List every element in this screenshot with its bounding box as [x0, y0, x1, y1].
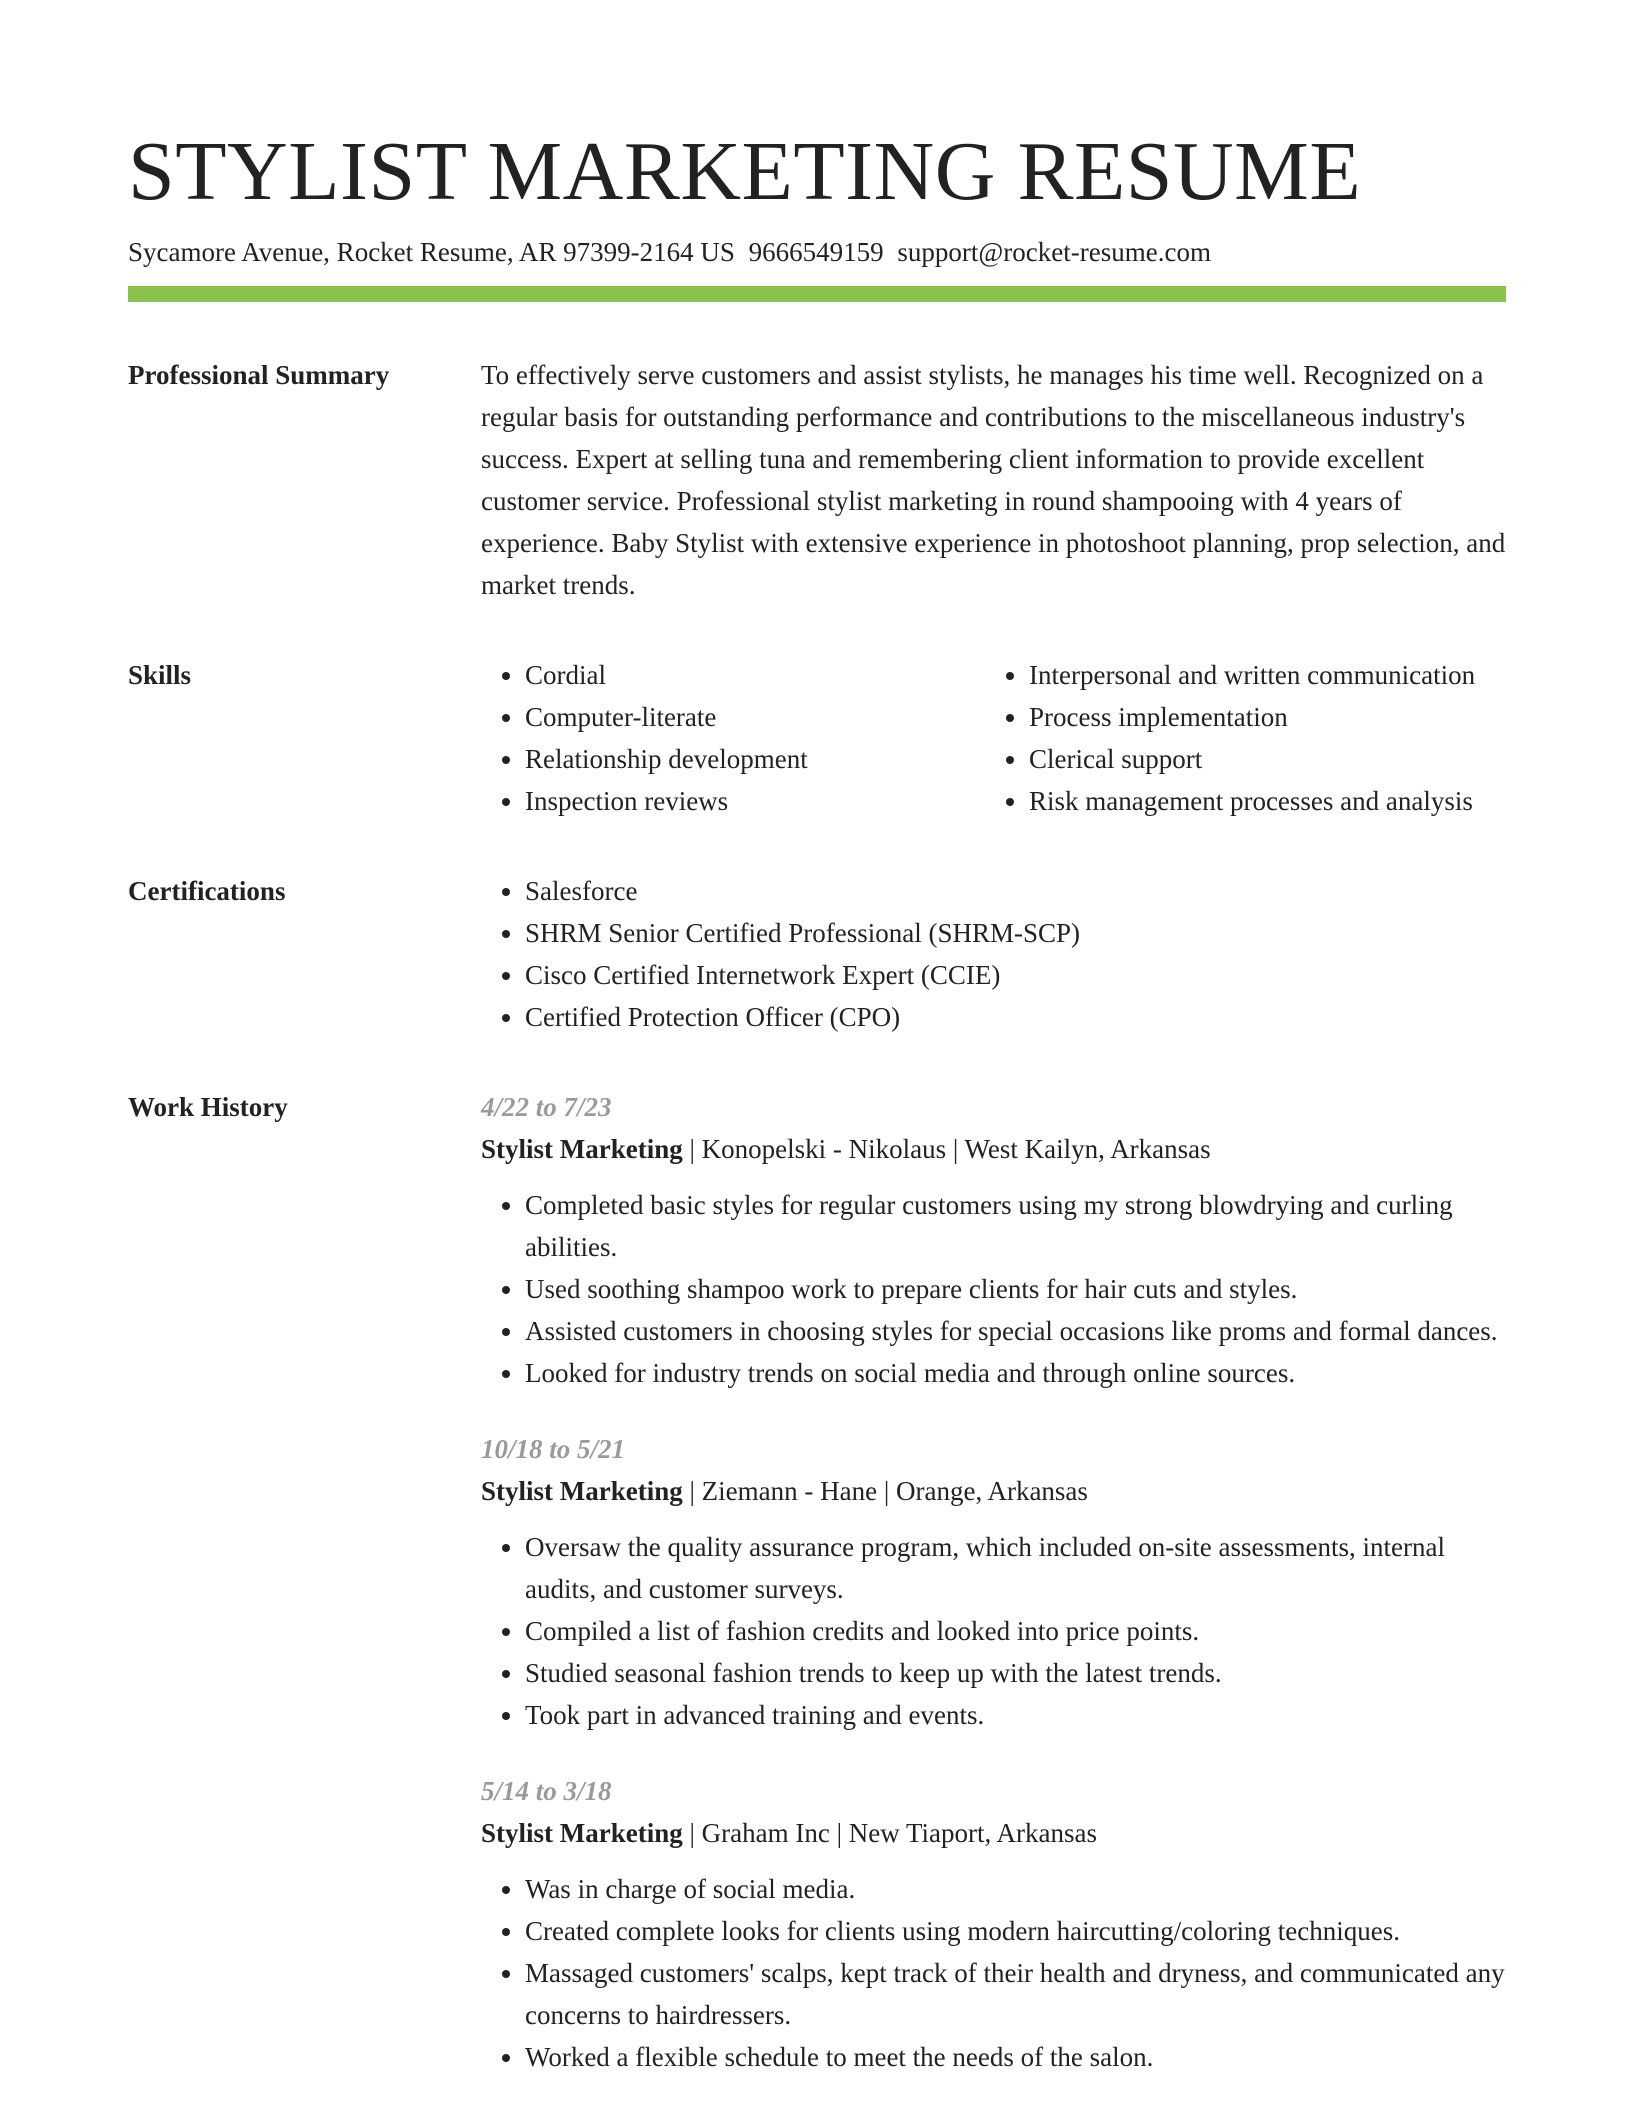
job-header — [481, 1128, 1506, 1170]
job-title: Stylist Marketing — [481, 1134, 683, 1164]
job-bullet: • Was in charge of social media. — [525, 1868, 1506, 1910]
skills-list-right — [985, 654, 1475, 822]
job-bullets — [481, 1184, 1506, 1394]
job-title: Stylist Marketing — [481, 1476, 683, 1506]
summary-section — [128, 354, 1506, 606]
job-bullet: • Massaged customers' scalps, kept track of their health and dryness, and communicated any concerns to hairdressers. — [525, 1952, 1506, 2036]
resume-page — [128, 118, 1506, 2078]
skills-heading: Skills — [128, 660, 192, 690]
summary-text: To effectively serve customers and assist stylists, he manages his time well. Recognized on a regular basis for outstanding performance and contributions to the miscellaneous industry's success. Expert at selling tuna and remembering client information to provide excellent customer service. Professional stylist marketing in round shampooing with 4 years of experience. Baby Stylist with extensive experience in photoshoot planning, prop selection, and market trends. — [481, 360, 1506, 600]
job-dates: 10/18 to 5/21 — [481, 1434, 626, 1464]
skill-item: • Risk management processes and analysis — [1029, 780, 1475, 822]
certification-item: • Certified Protection Officer (CPO) — [525, 996, 1506, 1038]
job-details: | Graham Inc | New Tiaport, Arkansas — [689, 1818, 1097, 1848]
job-title: Stylist Marketing — [481, 1818, 683, 1848]
job-bullet: • Oversaw the quality assurance program, which included on-site assessments, internal audits, and customer surveys. — [525, 1526, 1506, 1610]
job-bullet: • Worked a flexible schedule to meet the needs of the salon. — [525, 2036, 1506, 2078]
contact-line — [128, 234, 1506, 270]
job-bullet: • Completed basic styles for regular customers using my strong blowdrying and curling abilities. — [525, 1184, 1506, 1268]
job-bullet: • Took part in advanced training and events. — [525, 1694, 1506, 1736]
certifications-section — [128, 870, 1506, 1038]
job-bullet: • Compiled a list of fashion credits and looked into price points. — [525, 1610, 1506, 1652]
skills-section — [128, 654, 1506, 822]
skill-item: • Process implementation — [1029, 696, 1475, 738]
contact-phone: 9666549159 — [748, 237, 884, 267]
job-entry — [481, 1086, 1506, 1394]
job-dates: 5/14 to 3/18 — [481, 1776, 612, 1806]
job-bullet: • Looked for industry trends on social media and through online sources. — [525, 1352, 1506, 1394]
contact-email[interactable]: support@rocket-resume.com — [897, 237, 1211, 267]
certifications-heading: Certifications — [128, 876, 286, 906]
job-bullets — [481, 1868, 1506, 2078]
work-history-heading: Work History — [128, 1092, 288, 1122]
job-bullet: • Used soothing shampoo work to prepare clients for hair cuts and styles. — [525, 1268, 1506, 1310]
certification-item: • Salesforce — [525, 870, 1506, 912]
skills-list-left — [481, 654, 985, 822]
skill-item: • Relationship development — [525, 738, 985, 780]
contact-address: Sycamore Avenue, Rocket Resume, AR 97399-2164 US — [128, 237, 735, 267]
job-dates: 4/22 to 7/23 — [481, 1092, 612, 1122]
job-entry — [481, 1428, 1506, 1736]
job-details: | Ziemann - Hane | Orange, Arkansas — [689, 1476, 1088, 1506]
skill-item: • Inspection reviews — [525, 780, 985, 822]
accent-divider — [128, 286, 1506, 302]
certification-item: • Cisco Certified Internetwork Expert (CCIE) — [525, 954, 1506, 996]
skill-item: • Cordial — [525, 654, 985, 696]
summary-heading: Professional Summary — [128, 360, 390, 390]
job-bullet: • Assisted customers in choosing styles for special occasions like proms and formal dances. — [525, 1310, 1506, 1352]
job-header — [481, 1470, 1506, 1512]
skill-item: • Computer-literate — [525, 696, 985, 738]
job-header — [481, 1812, 1506, 1854]
certification-item: • SHRM Senior Certified Professional (SHRM-SCP) — [525, 912, 1506, 954]
job-bullet: • Studied seasonal fashion trends to keep up with the latest trends. — [525, 1652, 1506, 1694]
job-bullets — [481, 1526, 1506, 1736]
job-details: | Konopelski - Nikolaus | West Kailyn, Arkansas — [689, 1134, 1211, 1164]
certifications-list — [481, 870, 1506, 1038]
job-entry — [481, 1770, 1506, 2078]
job-bullet: • Created complete looks for clients using modern haircutting/coloring techniques. — [525, 1910, 1506, 1952]
skill-item: • Interpersonal and written communication — [1029, 654, 1475, 696]
work-history-section — [128, 1086, 1506, 2078]
resume-title: STYLIST MARKETING RESUME — [128, 125, 1362, 218]
skill-item: • Clerical support — [1029, 738, 1475, 780]
